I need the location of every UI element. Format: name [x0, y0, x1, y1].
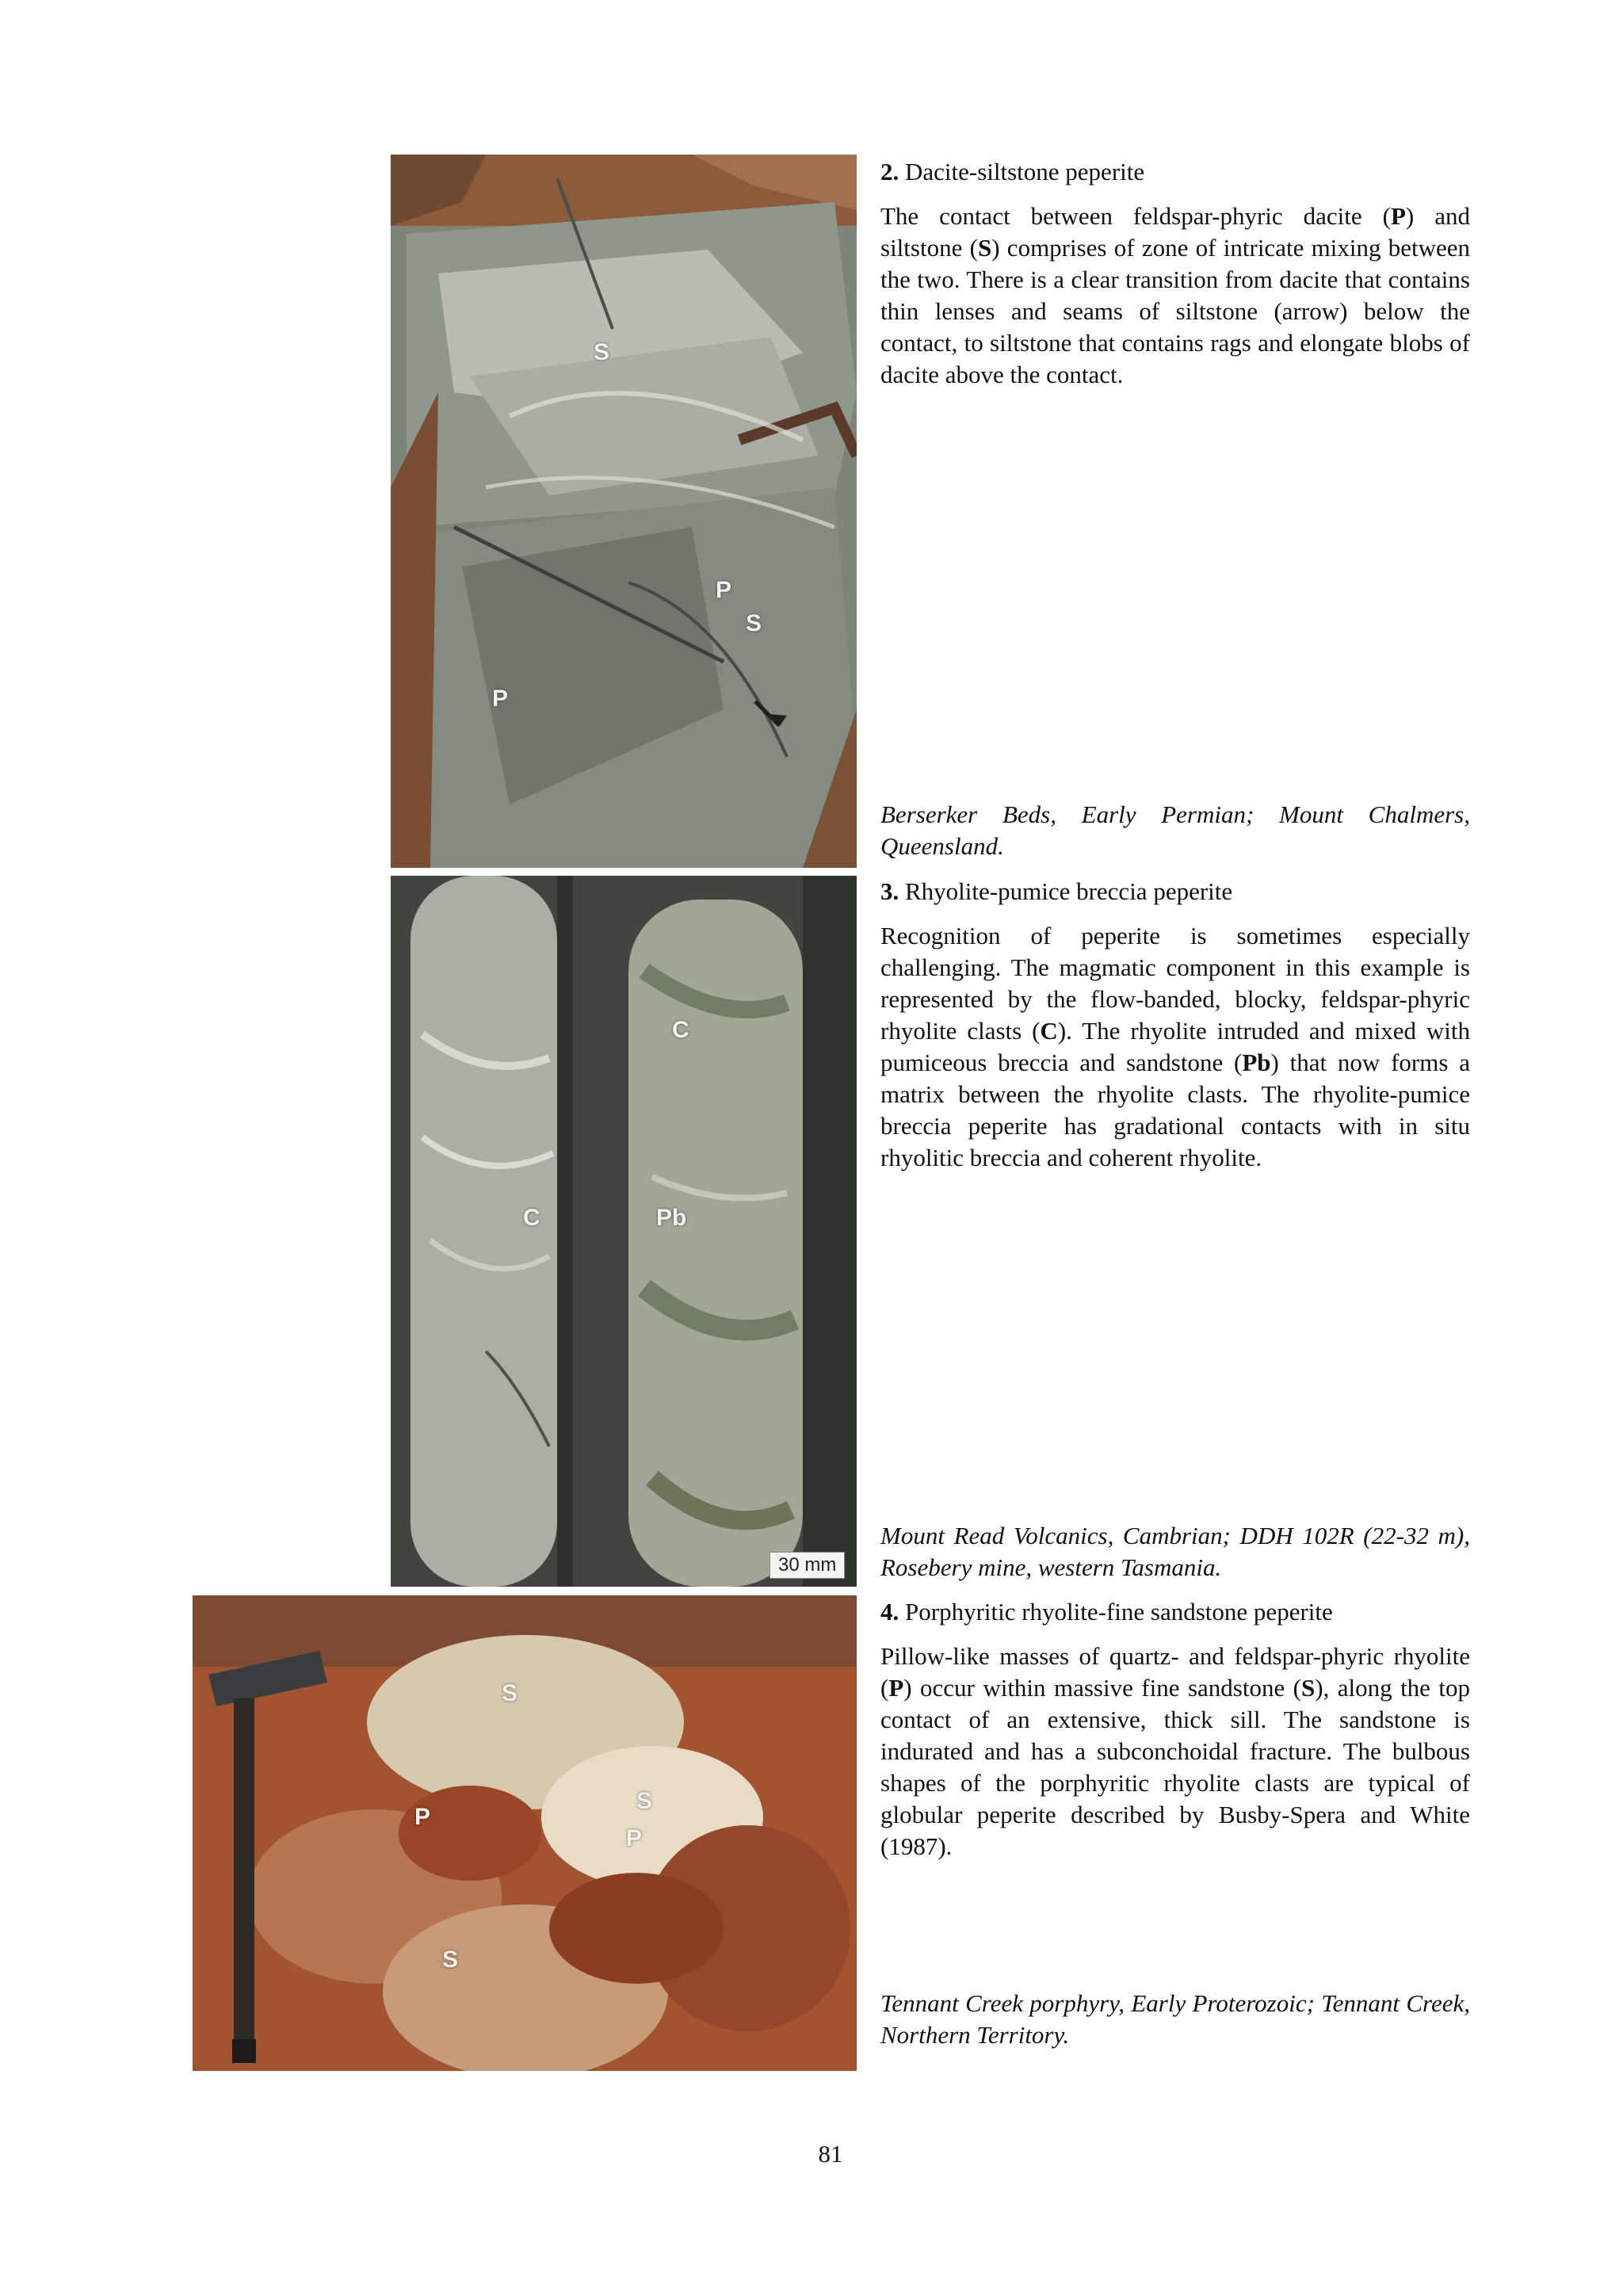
- figure-2-description: [880, 156, 1470, 391]
- figure-2-photo: [391, 155, 857, 868]
- figure-4-caption: Tennant Creek porphyry, Early Proterozoic; Tennant Creek, Northern Territory.: [880, 1989, 1470, 2049]
- figure-2-caption: Berserker Beds, Early Permian; Mount Chalmers, Queensland.: [880, 800, 1470, 860]
- photo-label: P: [414, 1804, 431, 1830]
- photo-label: S: [502, 1680, 518, 1706]
- photo-label: S: [594, 339, 610, 365]
- photo-label: Pb: [656, 1205, 687, 1231]
- figure-number: 4.: [880, 1598, 899, 1626]
- figure-number: 3.: [880, 877, 899, 905]
- photo-label: S: [442, 1946, 459, 1973]
- figure-4-photo: [193, 1595, 857, 2071]
- photo-label: P: [716, 577, 732, 603]
- figure-title: Dacite-siltstone peperite: [905, 158, 1145, 185]
- figure-4-heading: [880, 1596, 1470, 1628]
- photo-label: S: [746, 610, 762, 636]
- photo-label: S: [636, 1788, 653, 1814]
- photo-label: P: [492, 686, 509, 712]
- scale-bar: 30 mm: [769, 1552, 845, 1579]
- photo-label: C: [672, 1017, 689, 1043]
- figure-number: 2.: [880, 158, 899, 185]
- figure-2-heading: [880, 156, 1470, 188]
- photo-label: C: [523, 1205, 540, 1231]
- figure-2-body: The contact between feldspar-phyric dacite (P) and siltstone (S) comprises of zone of intricate mixing between the two. There is a clear transition from dacite that contains thin lenses and seams of siltstone (arrow) below the contact, to siltstone that contains rags and elongate blobs of dacite above the contact.: [880, 202, 1470, 388]
- figure-title: Porphyritic rhyolite-fine sandstone peperite: [905, 1598, 1333, 1626]
- figure-4-description: [880, 1596, 1470, 1862]
- page-number: 81: [818, 2140, 843, 2168]
- figure-3-body: Recognition of peperite is sometimes especially challenging. The magmatic component in this example is represented by the flow-banded, blocky, feldspar-phyric rhyolite clasts (C). The rhyolite intruded and mixed with pumiceous breccia and sandstone (Pb) that now forms a matrix between the rhyolite clasts. The rhyolite-pumice breccia peperite has gradational contacts with in situ rhyolitic breccia and coherent rhyolite.: [880, 922, 1470, 1171]
- figure-title: Rhyolite-pumice breccia peperite: [905, 877, 1233, 905]
- figure-3-photo: [391, 876, 857, 1587]
- figure-3-description: [880, 876, 1470, 1174]
- figure-4-body: Pillow-like masses of quartz- and feldspar-phyric rhyolite (P) occur within massive fine sandstone (S), along the top contact of an extensive, thick sill. The sandstone is indurated and has a subconchoidal fracture. The bulbous shapes of the porphyritic rhyolite clasts are typical of globular peperite described by Busby-Spera and White (1987).: [880, 1642, 1470, 1860]
- figure-3-heading: [880, 876, 1470, 907]
- photo-label: P: [626, 1825, 643, 1851]
- figure-3-caption: Mount Read Volcanics, Cambrian; DDH 102R (22-32 m), Rosebery mine, western Tasmania.: [880, 1522, 1470, 1581]
